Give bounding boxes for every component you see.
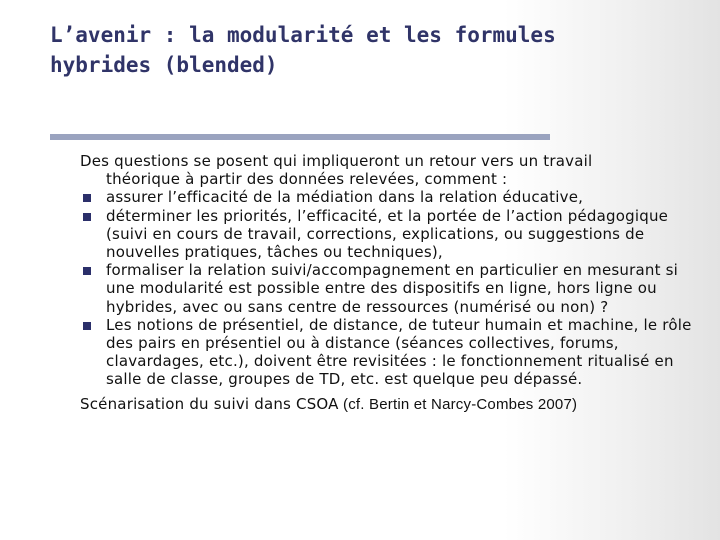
footer-citation: (cf. Bertin et Narcy-Combes 2007) <box>338 395 578 413</box>
bullet-item <box>80 188 710 206</box>
bullet-text: déterminer les priorités, l’efficacité, et la portée de l’action pédagogique (suivi en cours de travail, corrections, explications, ou suggestions de nouvelles pratiques, tâches ou techniques), <box>106 206 669 262</box>
bullet-list <box>80 188 710 388</box>
intro-text-first-line: Des questions se posent qui impliqueront un retour vers un travail <box>80 152 593 170</box>
square-bullet-icon <box>83 194 91 202</box>
bullet-text: Les notions de présentiel, de distance, de tuteur humain et machine, le rôle des pairs en présentiel ou à distance (séances collectives, forums, clavardages, etc.), doivent être revisitées : le fonctionnement ritualisé en salle de classe, groupes de TD, etc. est quelque peu dépassé. <box>106 315 692 389</box>
bullet-item <box>80 261 710 316</box>
bullet-item <box>80 207 710 262</box>
slide-body <box>80 152 710 414</box>
intro-text-continuation: théorique à partir des données relevées, comment : <box>106 170 508 189</box>
bullet-item <box>80 316 710 389</box>
square-bullet-icon <box>83 213 91 221</box>
footer-caption <box>80 395 710 414</box>
square-bullet-icon <box>83 267 91 275</box>
slide-title <box>50 20 670 80</box>
title-line-2: hybrides (blended) <box>50 53 278 77</box>
footer-main-text: Scénarisation du suivi dans CSOA <box>80 394 339 413</box>
intro-paragraph <box>80 152 710 188</box>
bullet-text: formaliser la relation suivi/accompagnement en particulier en mesurant si une modularité est possible entre des dispositifs en ligne, hors ligne ou hybrides, avec ou sans centre de ressources (numérisé ou non) ? <box>106 261 679 316</box>
title-underline <box>50 134 550 140</box>
square-bullet-icon <box>83 322 91 330</box>
title-line-1: L’avenir : la modularité et les formules <box>50 23 556 47</box>
bullet-text: assurer l’efficacité de la médiation dans la relation éducative, <box>106 188 584 207</box>
